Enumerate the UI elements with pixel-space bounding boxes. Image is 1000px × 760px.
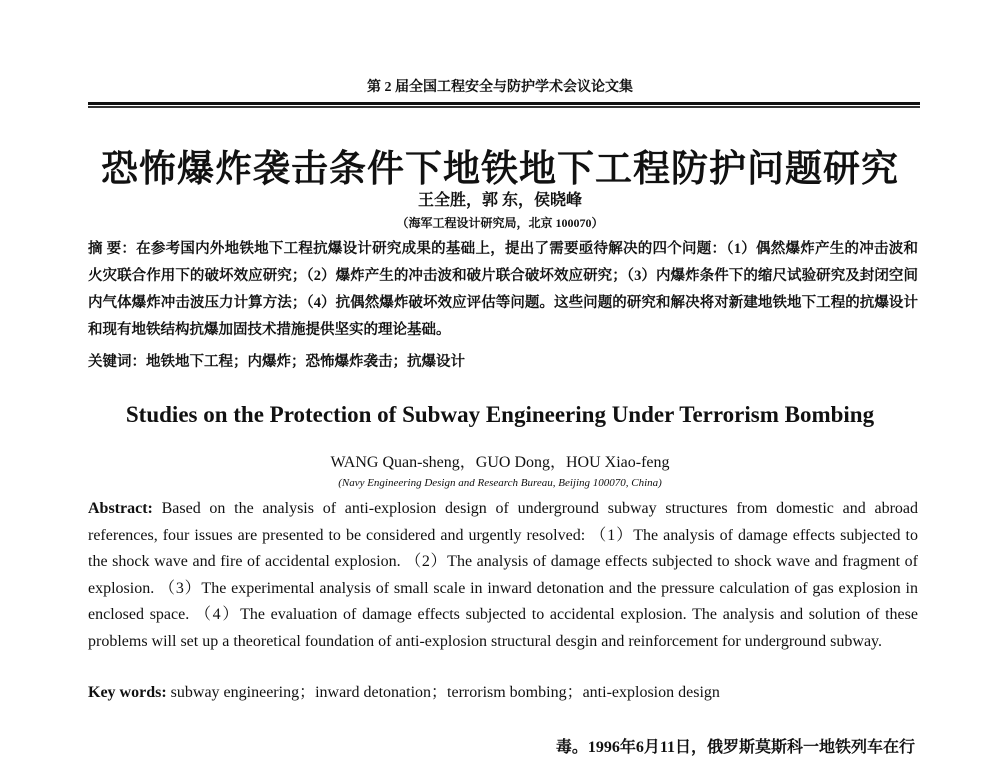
chinese-affiliation: （海军工程设计研究局，北京 100070） — [396, 216, 604, 230]
chinese-keywords-label: 关键词： — [88, 354, 146, 370]
chinese-abstract-text: 在参考国内外地铁地下工程抗爆设计研究成果的基础上，提出了需要亟待解决的四个问题：（1）偶然爆炸产生的冲击波和火灾联合作用下的破坏效应研究；（2）爆炸产生的冲击波和破片联合破坏效应研究；（3）内爆炸条件下的缩尺试验研究及封闭空间内气体爆炸冲击波压力计算方法；（4）抗偶然爆炸破坏效应评估等问题。这些问题的研究和解决将对新建地铁地下工程的抗爆设计和现有地铁结构抗爆加固技术措施提供坚实的理论基础。 — [88, 241, 919, 338]
body-text-start: 毒。1996年6月11日，俄罗斯莫斯科一地铁列车在行 — [555, 739, 915, 756]
chinese-keywords-text: 地铁地下工程；内爆炸；恐怖爆炸袭击；抗爆设计 — [146, 354, 465, 370]
running-header: 第 2 届全国工程安全与防护学术会议论文集 — [367, 80, 633, 95]
header-rule — [88, 102, 920, 105]
english-keywords — [88, 680, 918, 707]
chinese-authors: 王全胜，郭 东，侯晓峰 — [417, 192, 582, 209]
chinese-abstract — [88, 236, 918, 344]
chinese-abstract-label: 摘 要： — [88, 241, 137, 257]
english-affiliation: (Navy Engineering Design and Research Bureau, Beijing 100070, China) — [338, 477, 662, 489]
english-title: Studies on the Protection of Subway Engineering Under Terrorism Bombing — [125, 402, 875, 427]
chinese-title: 恐怖爆炸袭击条件下地铁地下工程防护问题研究 — [101, 147, 899, 190]
english-abstract — [88, 496, 918, 655]
header-rule-thin — [88, 106, 920, 108]
english-abstract-label: Abstract: — [88, 500, 153, 517]
english-authors: WANG Quan-sheng，GUO Dong，HOU Xiao-feng — [330, 454, 670, 471]
english-keywords-text: subway engineering；inward detonation；terrorism bombing；anti-explosion design — [166, 684, 720, 701]
english-keywords-label: Key words: — [88, 684, 167, 701]
english-abstract-text: Based on the analysis of anti-explosion design of underground subway structures from domestic and abroad references, four issues are presented to be considered and urgently resolved: （1）The analysis of damage effects subjected to the shock wave and fire of accidental explosion. （2）The analysis of damage effects subjected to shock wave and fragment of explosion. （3）The experimental analysis of small scale in inward detonation and the pressure calculation of gas explosion in enclosed space. （4）The evaluation of damage effects subjected to accidental explosion. The analysis and solution of these problems will set up a theoretical foundation of anti-explosion structural desgin and reinforcement for underground subway. — [88, 500, 918, 650]
chinese-keywords — [88, 349, 918, 376]
